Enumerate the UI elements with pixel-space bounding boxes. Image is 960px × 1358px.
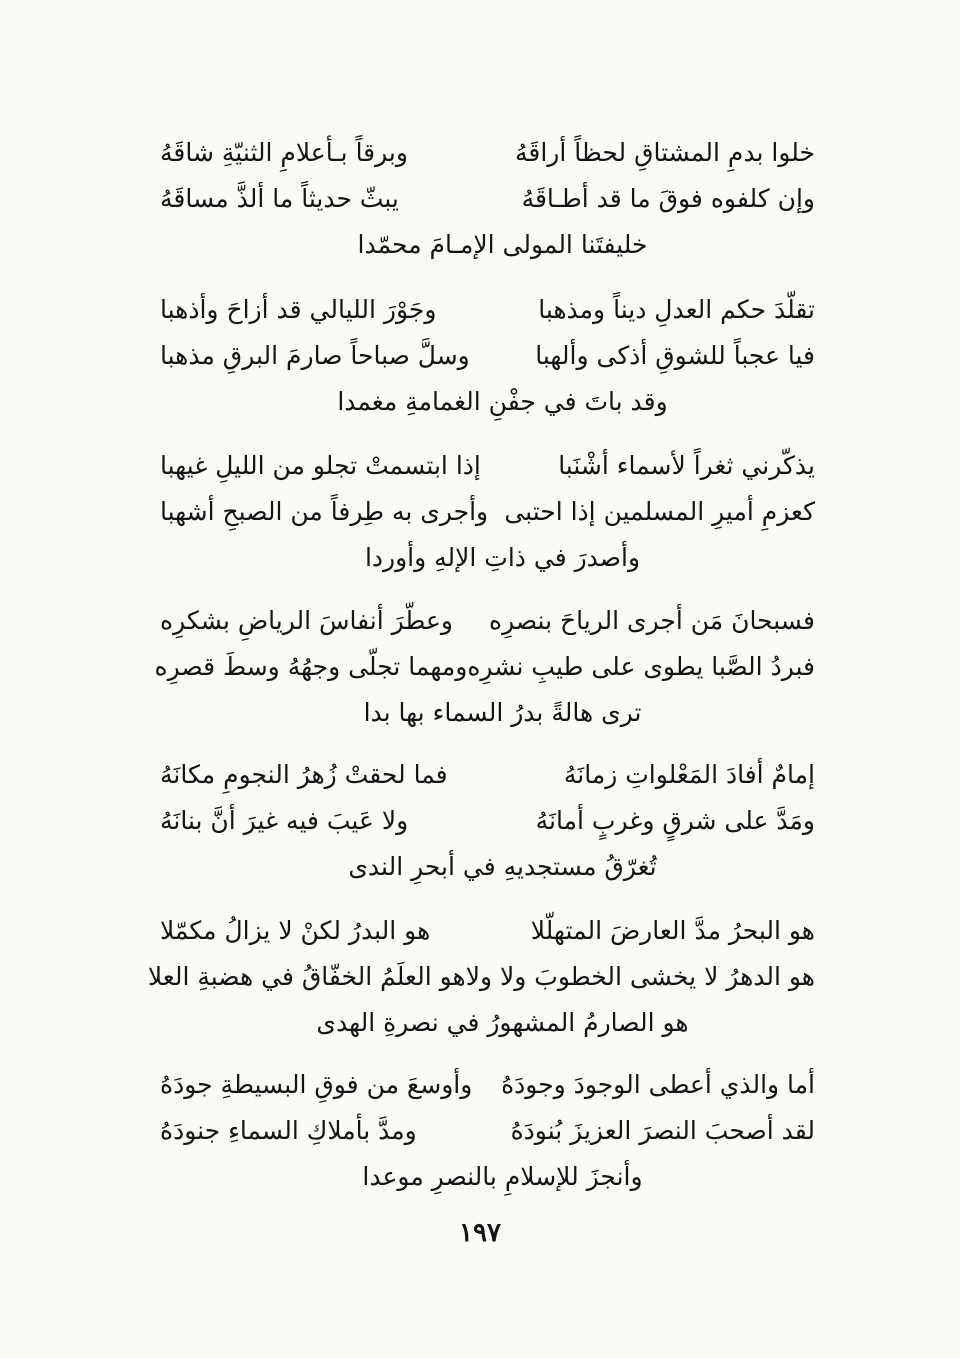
refrain-line: وأصدرَ في ذاتِ الإلهِ وأوردا (364, 543, 641, 572)
hemistich-first: ومَدَّ على شرقٍ وغربٍ أمانَهُ (535, 806, 815, 835)
hemistich-first: فيا عجباً للشوقِ أذكى وألهبا (535, 341, 815, 370)
stanza-4 (154, 598, 815, 736)
hemistich-first: تقلّدَ حكم العدلِ ديناً ومذهبا (538, 295, 815, 324)
verse-line (160, 489, 815, 535)
verse-line (160, 798, 815, 844)
refrain-line: هو الصارمُ المشهورُ في نصرةِ الهدى (316, 1008, 689, 1037)
hemistich-first: هو الدهرُ لا يخشى الخطوبَ ولا ولا (465, 962, 815, 991)
hemistich-second: وأوسعَ من فوقِ البسيطةِ جودَهُ (160, 1070, 473, 1099)
hemistich-first: وإن كلفوه فوقَ ما قد أطـاقَهُ (521, 184, 815, 213)
hemistich-first: فبردُ الصَّبا يطوى على طيبِ نشرِه (467, 652, 815, 681)
verse-line (147, 954, 815, 1000)
stanza-5 (160, 752, 815, 890)
hemistich-second: ومدَّ بأملاكِ السماءِ جنودَهُ (160, 1116, 417, 1145)
verse-line (154, 644, 815, 690)
hemistich-first: أما والذي أعطى الوجودَ وجودَهُ (501, 1070, 815, 1099)
hemistich-second: إذا ابتسمتْ تجلو من الليلِ غيهبا (160, 451, 481, 480)
refrain-line: تُغرّقُ مستجديهِ في أبحرِ الندى (348, 852, 657, 881)
stanza-7 (160, 1062, 815, 1200)
hemistich-first: يذكّرني ثغراً لأسماء أشْنَبا (558, 451, 815, 480)
hemistich-second: فما لحقتْ زُهرُ النجومِ مكانَهُ (160, 760, 448, 789)
refrain-line: وأنجزَ للإسلامِ بالنصرِ موعدا (362, 1162, 643, 1191)
verse-line (160, 752, 815, 798)
hemistich-second: ولا عَيبَ فيه غيرَ أنَّ بنانَهُ (160, 806, 409, 835)
hemistich-second: وجَوْرَ الليالي قد أزاحَ وأذهبا (160, 295, 437, 324)
verse-line (160, 598, 815, 644)
refrain-line: وقد باتَ في جفْنِ الغمامةِ مغمدا (337, 387, 668, 416)
hemistich-first: إمامٌ أفادَ المَعْلواتِ زمانَهُ (563, 760, 815, 789)
refrain-line: خليفتَنا المولى الإمـامَ محمّدا (357, 230, 648, 259)
verse-line (160, 443, 815, 489)
hemistich-second: يبثّ حديثاً ما ألذَّ مساقَهُ (160, 184, 399, 213)
verse-line (160, 176, 815, 222)
hemistich-second: هو العلَمُ الخفّاقُ في هضبةِ العلا (147, 962, 466, 991)
hemistich-second: ومهما تجلّى وجهُهُ وسطَ قصرِه (154, 652, 468, 681)
verse-line (160, 287, 815, 333)
stanza-1 (160, 130, 815, 268)
hemistich-second: وأجرى به طِرفاً من الصبحِ أشهبا (160, 497, 489, 526)
hemistich-first: خلوا بدمِ المشتاقِ لحظاً أراقَهُ (514, 138, 815, 167)
stanza-6 (147, 908, 815, 1046)
hemistich-second: وبرقاً بـأعلامِ الثنيّةِ شاقَهُ (160, 138, 408, 167)
stanza-2 (160, 287, 815, 425)
verse-line (160, 130, 815, 176)
hemistich-first: هو البحرُ مدَّ العارضَ المتهلّلا (530, 916, 815, 945)
refrain-line: ترى هالةً بدرُ السماء بها بدا (363, 698, 642, 727)
hemistich-first: كعزمِ أميرِ المسلمين إذا احتبى (504, 497, 815, 526)
hemistich-second: وعطّرَ أنفاسَ الرياضِ بشكرِه (160, 606, 453, 635)
hemistich-first: لقد أصحبَ النصرَ العزيزَ بُنودَهُ (510, 1116, 815, 1145)
hemistich-second: وسلَّ صباحاً صارمَ البرقِ مذهبا (160, 341, 470, 370)
hemistich-second: هو البدرُ لكنْ لا يزالُ مكمّلا (160, 916, 431, 945)
verse-line (160, 1062, 815, 1108)
verse-line (160, 333, 815, 379)
stanza-3 (160, 443, 815, 581)
verse-line (160, 1108, 815, 1154)
page-number: ١٩٧ (459, 1218, 501, 1248)
verse-line (160, 908, 815, 954)
hemistich-first: فسبحانَ مَن أجرى الرياحَ بنصرِه (488, 606, 815, 635)
